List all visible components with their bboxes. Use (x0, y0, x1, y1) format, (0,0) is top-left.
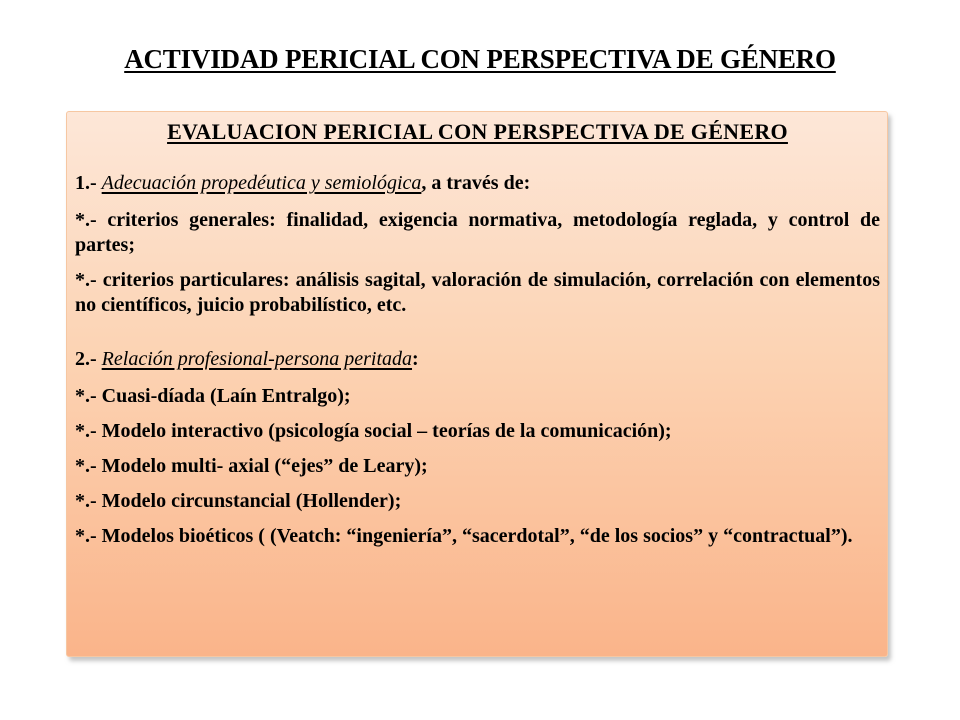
box-heading: EVALUACION PERICIAL CON PERSPECTIVA DE GÉNERO (167, 119, 788, 144)
section-2-item: *.- Modelo circunstancial (Hollender); (75, 490, 402, 512)
section-2-term: Relación profesional-persona peritada (101, 348, 413, 370)
section-1-item: *.- criterios generales: finalidad, exigencia normativa, metodología reglada, y control de partes; (75, 209, 880, 256)
section-1-suffix: , a través de: (421, 172, 531, 194)
section-2-item: *.- Cuasi-díada (Laín Entralgo); (75, 385, 351, 407)
section-2-item: *.- Modelos bioéticos ( (Veatch: “ingeniería”, “sacerdotal”, “de los socios” y “contractual”). (75, 525, 853, 547)
section-1-number: 1.- (75, 172, 102, 194)
section-1-term: Adecuación propedéutica y semiológica (101, 172, 422, 194)
section-1-item: *.- criterios particulares: análisis sagital, valoración de simulación, correlación con elementos no científicos, juicio probabilístico, etc. (75, 269, 880, 316)
section-2-heading (75, 347, 880, 372)
slide-title: ACTIVIDAD PERICIAL CON PERSPECTIVA DE GÉNERO (124, 44, 836, 74)
section-1-heading (75, 171, 880, 196)
section-2-item: *.- Modelo multi- axial (“ejes” de Leary); (75, 455, 428, 477)
section-2-number: 2.- (75, 348, 102, 370)
section-2-item: *.- Modelo interactivo (psicología social – teorías de la comunicación); (75, 420, 672, 442)
section-2-suffix: : (412, 348, 419, 370)
content-box (66, 111, 888, 657)
